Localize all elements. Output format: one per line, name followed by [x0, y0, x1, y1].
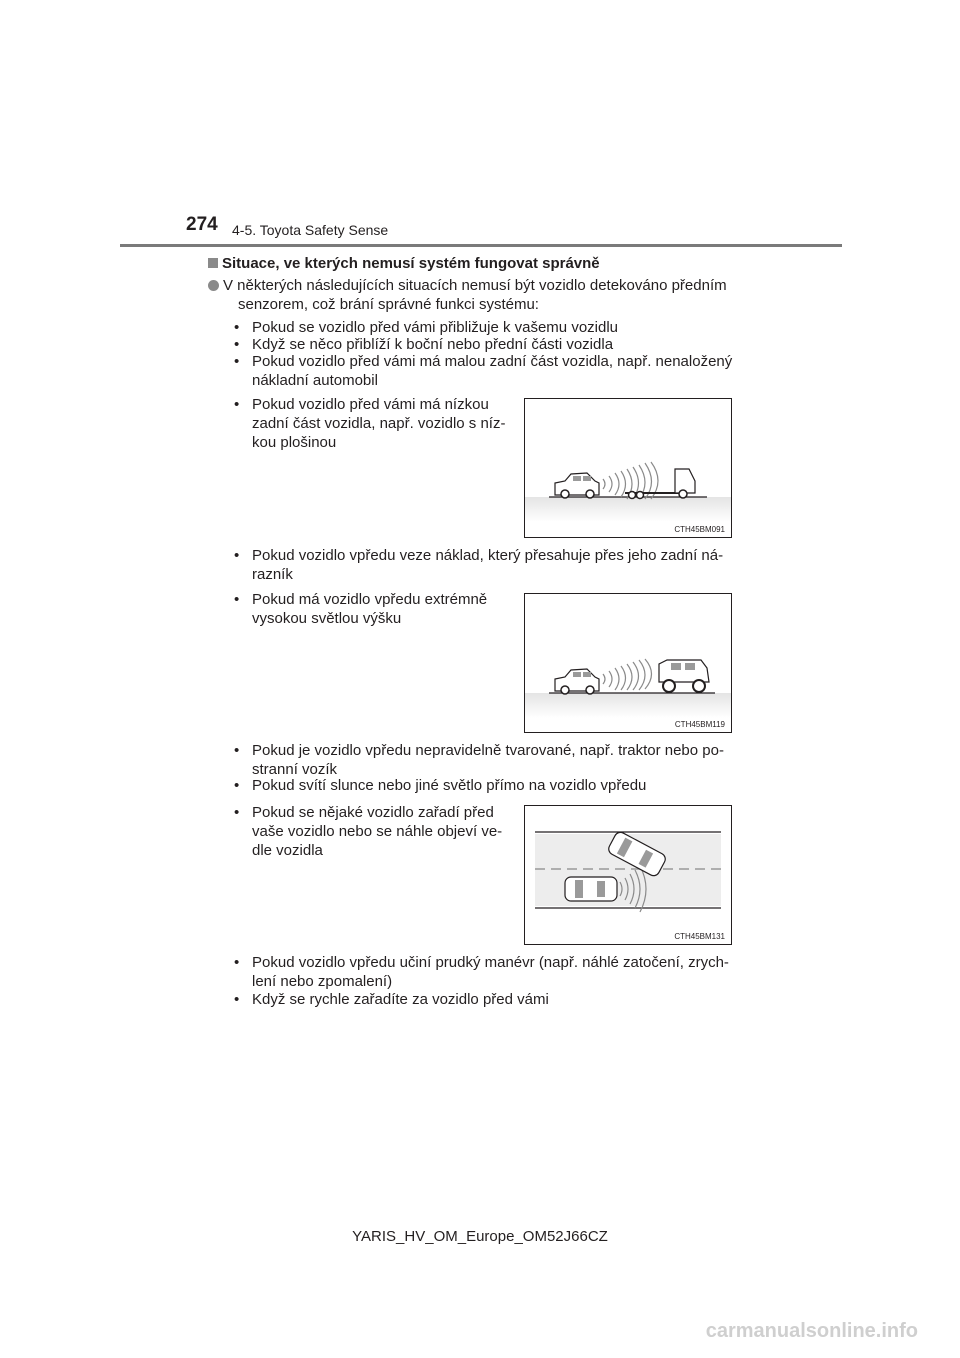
- list-item: • Pokud vozidlo před vámi má nízkou zadní část vozidla, např. vozidlo s níz- kou plošinou: [234, 395, 534, 452]
- list-item: • Pokud je vozidlo vpředu nepravidelně tvarované, např. traktor nebo po- stranní vozík: [234, 741, 766, 779]
- list-item: • Pokud vozidlo před vámi má malou zadní část vozidla, např. nenaložený nákladní automobil: [234, 352, 772, 390]
- high-clearance-illustration: [525, 594, 731, 732]
- figure-high-clearance: [524, 593, 732, 733]
- page-number: 274: [186, 214, 218, 235]
- footer-doc-id: YARIS_HV_OM_Europe_OM52J66CZ: [352, 1228, 608, 1245]
- list-item: • Když se něco přiblíží k boční nebo přední části vozidla: [234, 335, 772, 354]
- square-bullet-icon: [208, 258, 218, 268]
- figure-code: CTH45BM131: [674, 932, 725, 941]
- figure-code: CTH45BM091: [674, 525, 725, 534]
- figure-low-trailer: [524, 398, 732, 538]
- circle-bullet-icon: [208, 280, 219, 291]
- heading: Situace, ve kterých nemusí systém fungovat správně: [208, 254, 600, 273]
- header-rule: [120, 244, 842, 247]
- list-item: • Pokud vozidlo vpředu veze náklad, který přesahuje přes jeho zadní ná- razník: [234, 546, 766, 584]
- list-item: • Když se rychle zařadíte za vozidlo před vámi: [234, 990, 772, 1009]
- low-trailer-illustration: [525, 399, 731, 537]
- figure-code: CTH45BM119: [674, 720, 725, 729]
- list-item: • Pokud má vozidlo vpředu extrémně vysokou světlou výšku: [234, 590, 534, 628]
- cut-in-illustration: [525, 806, 731, 944]
- list-item: • Pokud se vozidlo před vámi přibližuje k vašemu vozidlu: [234, 318, 772, 337]
- watermark: carmanualsonline.info: [705, 1320, 918, 1342]
- section-title: 4-5. Toyota Safety Sense: [232, 222, 389, 238]
- list-item: • Pokud se nějaké vozidlo zařadí před vaše vozidlo nebo se náhle objeví ve- dle vozidla: [234, 803, 534, 860]
- list-item: • Pokud svítí slunce nebo jiné světlo přímo na vozidlo vpředu: [234, 776, 772, 795]
- list-item: • Pokud vozidlo vpředu učiní prudký manévr (např. náhlé zatočení, zrych- lení nebo zpomalení): [234, 953, 766, 991]
- figure-cut-in: [524, 805, 732, 945]
- intro-paragraph: V některých následujících situacích nemusí být vozidlo detekováno předním senzorem, což brání správné funkci systému:: [208, 276, 727, 314]
